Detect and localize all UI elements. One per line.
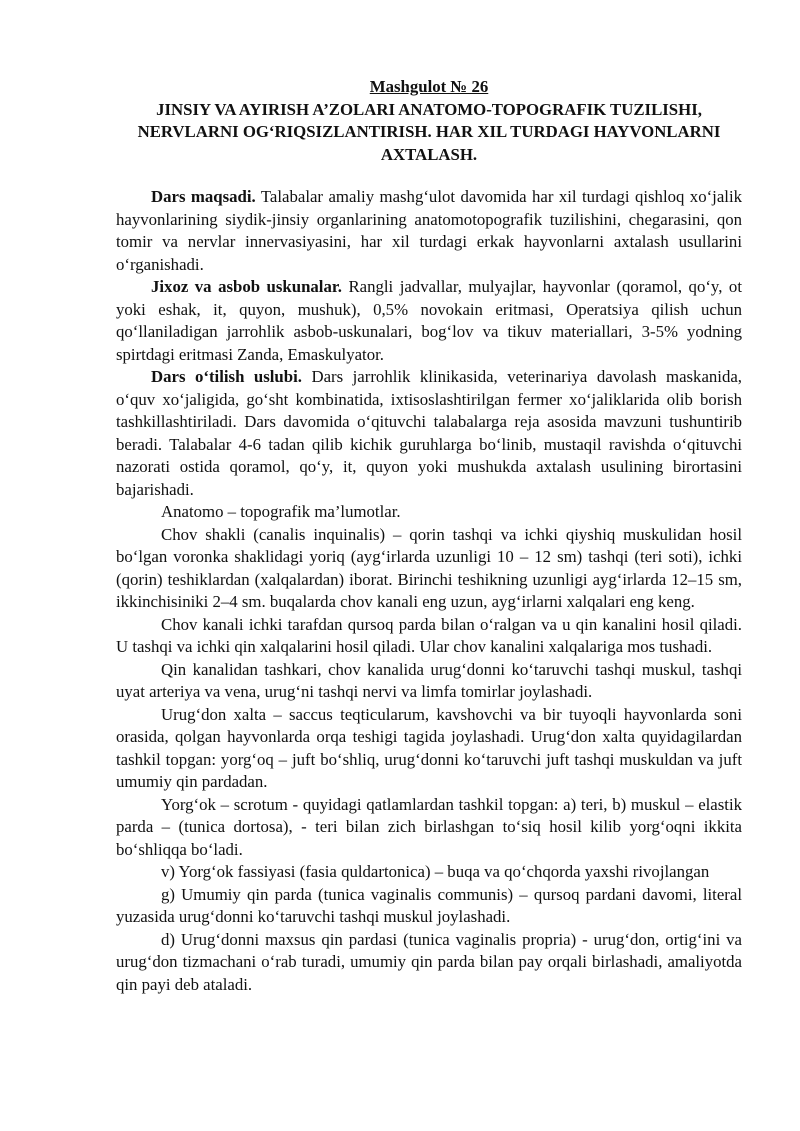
body-paragraph: Yorg‘ok – scrotum - quyidagi qatlamlardan tashkil topgan: a) teri, b) muskul – elastik parda – (tunica dortosa), - teri bilan zich birlashgan to‘siq hosil kilib yorg‘oqni ikkita bo‘shliqqa bo‘ladi. [116,794,742,859]
section-goal [116,186,742,276]
lesson-number: Mashgulot № 26 [369,77,489,96]
section-lead: Jixoz va asbob uskunalar. [151,277,342,296]
subheading: Anatomo – topografik ma’lumotlar. [161,502,401,521]
section-equipment [116,276,742,366]
body-paragraph: Chov shakli (canalis inquinalis) – qorin tashqi va ichki qiyshiq muskulidan hosil bo‘lgan voronka shaklidagi yoriq (ayg‘irlarda uzunligi 10 – 12 sm) tashqi (teri soti), ichki (qorin) teshiklardan (xalqalardan) iborat. Birinchi teshikning uzunligi ayg‘irlarda 12–15 sm, ikkinchisiniki 2–4 sm. buqalarda chov kanali eng uzun, ayg‘irlarni xalqalari eng keng. [116,524,742,611]
title-block [116,76,742,166]
section-lead: Dars maqsadi. [151,187,256,206]
document-page [116,76,742,996]
section-text: Rangli jadvallar, mulyajlar, hayvonlar (qoramol, qo‘y, ot yoki eshak, it, quyon, mushuk), 0,5% novokain eritmasi, Operatsiya qilish uchun qo‘llaniladigan jarrohlik asbob-uskunalari, bog‘lov va tikuv materiallari, 3-5% yodning spirtdagi eritmasi Zanda, Emaskulyator. [116,277,742,364]
body-paragraph: Urug‘don xalta – saccus teqticularum, kavshovchi va bir tuyoqli hayvonlarda soni orasida, qolgan hayvonlarda orqa teshigi tagida joylashadi. Urug‘don xalta quyidagilardan tashkil topgan: yorg‘oq – juft bo‘shliq, urug‘donni ko‘taruvchi juft tashqi muskuldan va juft umumiy qin pardadan. [116,704,742,791]
body-paragraph: Chov kanali ichki tarafdan qursoq parda bilan o‘ralgan va u qin kanalini hosil qiladi. U tashqi va ichki qin xalqalarini hosil qiladi. Ular chov kanalini xalqalariga mos tushadi. [116,614,742,656]
section-lead: Dars o‘tilish uslubi. [151,367,302,386]
page-title: JINSIY VA AYIRISH A’ZOLARI ANATOMO-TOPOGRAFIK TUZILISHI, NERVLARNI OG‘RIQSIZLANTIRISH. HAR XIL TURDAGI HAYVONLARNI AXTALASH. [137,99,721,164]
section-method [116,366,742,501]
section-text: Dars jarrohlik klinikasida, veterinariya davolash maskanida, o‘quv xo‘jaligida, go‘sht kombinatida, ixtisoslashtirilgan fermer xo‘jaliklarida olib borish tashkillashtiriladi. Dars davomida o‘qituvchi talabalarga reja asosida mavzuni tushuntirib beradi. Talabalar 4-6 tadan qilib kichik guruhlarga bo‘linib, mustaqil ravishda o‘qituvchi nazorati ostida qoramol, qo‘y, it, quyon yoki mushukda axtalash usulining birortasini bajarishadi. [116,367,742,499]
body-paragraph: d) Urug‘donni maxsus qin pardasi (tunica vaginalis propria) - urug‘don, ortig‘ini va urug‘don tizmachani o‘rab turadi, umumiy qin parda bilan pay orqali birlashadi, amaliyotda qin payi deb ataladi. [116,929,742,994]
body-paragraph: Qin kanalidan tashkari, chov kanalida urug‘donni ko‘taruvchi tashqi muskul, tashqi uyat arteriya va vena, urug‘ni tashqi nervi va limfa tomirlar joylashadi. [116,659,742,701]
body-paragraph: v) Yorg‘ok fassiyasi (fasia quldartonica) – buqa va qo‘chqorda yaxshi rivojlangan [161,862,710,881]
section-text: Talabalar amaliy mashg‘ulot davomida har xil turdagi qishloq xo‘jalik hayvonlarining siydik-jinsiy organlarining anatomotopografik tuzilishini, chegarasini, qon tomir va nervlar innervasiyasini, har xil turdagi erkak hayvonlarni axtalash usullarini o‘rganishadi. [116,187,742,274]
body-paragraph: g) Umumiy qin parda (tunica vaginalis communis) – qursoq pardani davomi, literal yuzasida urug‘donni ko‘taruvchi tashqi muskul joylashadi. [116,884,742,926]
